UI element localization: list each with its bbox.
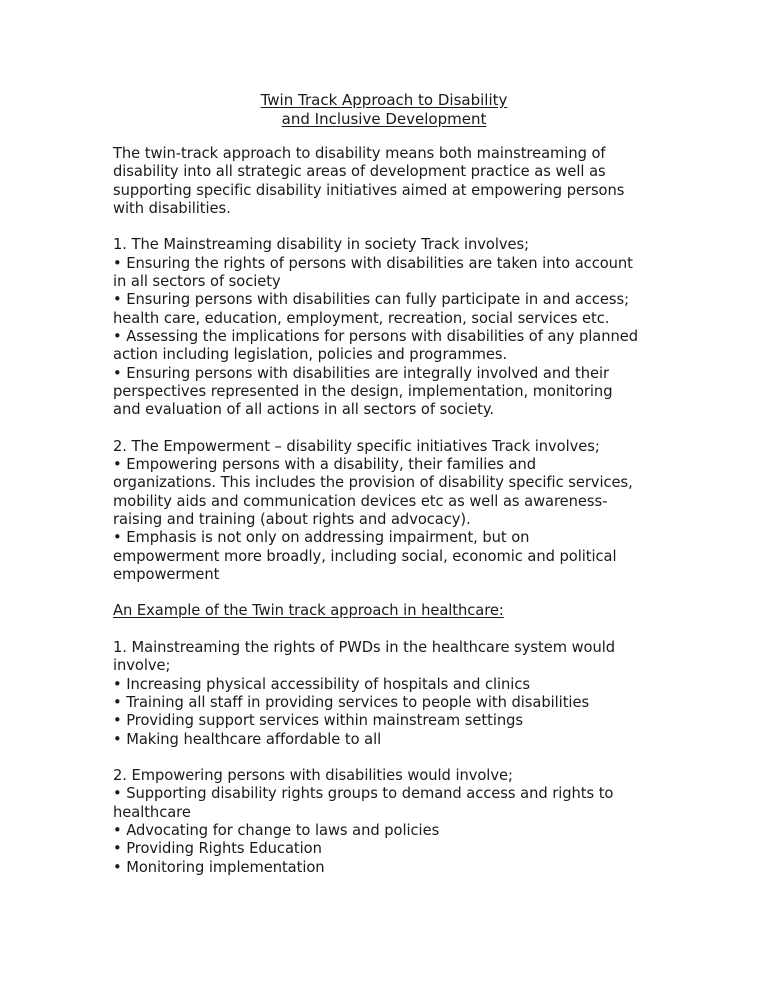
section-heading: 1. The Mainstreaming disability in society Track involves; — [113, 236, 530, 254]
bullet-line: • Supporting disability rights groups to demand access and rights to — [113, 785, 614, 803]
text-line: perspectives represented in the design, implementation, monitoring — [113, 382, 613, 400]
text-line: in all sectors of society — [113, 273, 281, 291]
section-heading: 2. Empowering persons with disabilities would involve; — [113, 767, 513, 785]
text-line: action including legislation, policies and programmes. — [113, 346, 508, 364]
text-line: raising and training (about rights and advocacy). — [113, 510, 471, 528]
bullet-line: • Training all staff in providing services to people with disabilities — [113, 693, 590, 711]
paragraph-gap — [113, 621, 673, 639]
section-heading: 2. The Empowerment – disability specific initiatives Track involves; — [113, 437, 600, 455]
bullet-line: • Advocating for change to laws and policies — [113, 821, 440, 839]
bullet-line: • Providing Rights Education — [113, 840, 322, 858]
bullet-line: • Ensuring persons with disabilities can fully participate in and access; — [113, 291, 629, 309]
text-line: involve; — [113, 657, 171, 675]
example1-section — [113, 639, 673, 749]
example-heading: An Example of the Twin track approach in healthcare: — [113, 602, 504, 620]
title-line: and Inclusive Development — [281, 109, 487, 128]
paragraph-gap — [113, 749, 673, 767]
text-line: health care, education, employment, recreation, social services etc. — [113, 309, 610, 327]
bullet-line: • Assessing the implications for persons with disabilities of any planned — [113, 327, 638, 345]
track2-section — [113, 438, 673, 584]
text-line: and evaluation of all actions in all sectors of society. — [113, 401, 495, 419]
text-line: empowerment — [113, 565, 220, 583]
text-line: healthcare — [113, 803, 191, 821]
text-line: with disabilities. — [113, 199, 231, 217]
bullet-line: • Ensuring persons with disabilities are integrally involved and their — [113, 364, 609, 382]
title-line: Twin Track Approach to Disability — [260, 91, 508, 109]
paragraph-gap — [113, 419, 673, 437]
bullet-line: • Providing support services within mainstream settings — [113, 712, 523, 730]
intro-paragraph — [113, 145, 673, 218]
bullet-line: • Monitoring implementation — [113, 858, 325, 876]
paragraph-gap — [113, 218, 673, 236]
document-body — [113, 145, 673, 877]
example2-section — [113, 767, 673, 877]
paragraph-gap — [113, 584, 673, 602]
bullet-line: • Emphasis is not only on addressing impairment, but on — [113, 529, 530, 547]
text-line: organizations. This includes the provision of disability specific services, — [113, 474, 633, 492]
bullet-line: • Increasing physical accessibility of hospitals and clinics — [113, 675, 530, 693]
text-line: disability into all strategic areas of development practice as well as — [113, 163, 606, 181]
text-line: mobility aids and communication devices etc as well as awareness- — [113, 492, 608, 510]
text-line: The twin-track approach to disability means both mainstreaming of — [113, 145, 606, 162]
bullet-line: • Empowering persons with a disability, their families and — [113, 456, 536, 474]
bullet-line: • Ensuring the rights of persons with disabilities are taken into account — [113, 254, 633, 272]
document-title — [0, 91, 768, 128]
track1-section — [113, 236, 673, 419]
text-line: supporting specific disability initiatives aimed at empowering persons — [113, 181, 625, 199]
text-line: empowerment more broadly, including social, economic and political — [113, 547, 617, 565]
section-heading: 1. Mainstreaming the rights of PWDs in the healthcare system would — [113, 639, 616, 657]
bullet-line: • Making healthcare affordable to all — [113, 730, 382, 748]
